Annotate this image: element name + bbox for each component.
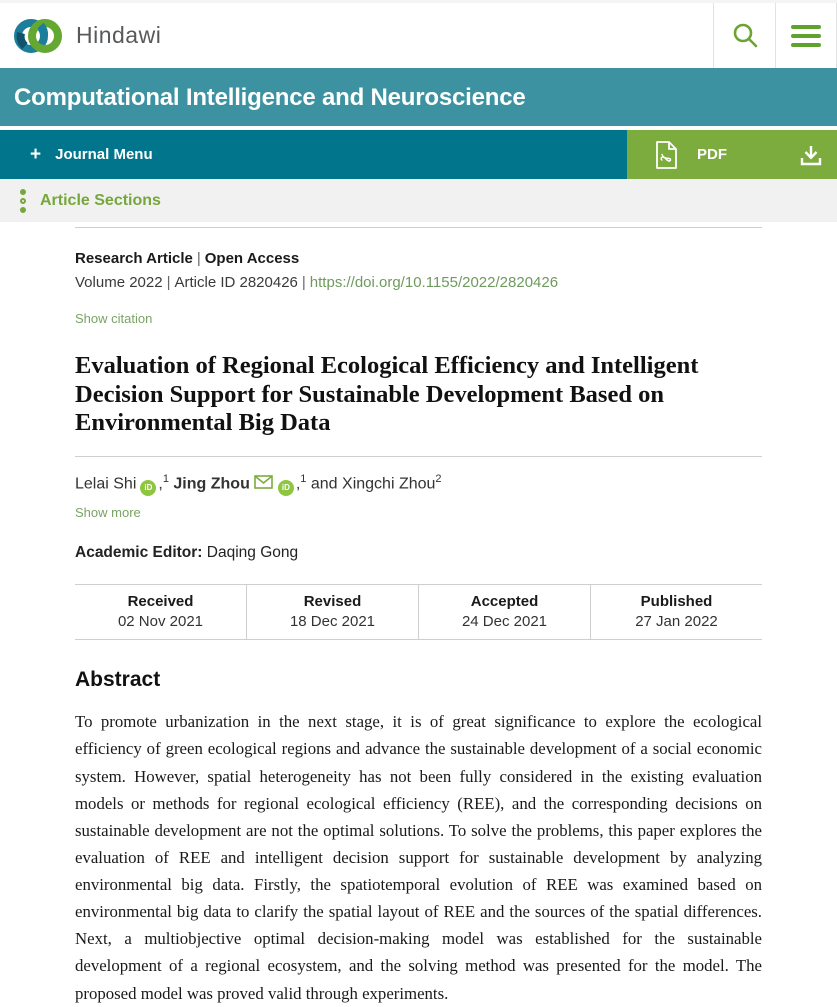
author-affiliation: 1 [300, 472, 307, 485]
menu-bar [0, 130, 837, 179]
journal-menu-label: Journal Menu [55, 146, 153, 163]
date-received: Received 02 Nov 2021 [117, 593, 204, 631]
author-name[interactable]: Jing Zhou [173, 475, 250, 493]
title-divider [75, 456, 762, 457]
date-revised: Revised 18 Dec 2021 [246, 585, 418, 639]
hindawi-rings-icon [12, 13, 64, 59]
sections-dots-icon [20, 189, 26, 213]
site-header [0, 3, 837, 68]
article-sections-label: Article Sections [40, 191, 161, 209]
doi-link[interactable]: https://doi.org/10.1155/2022/2820426 [309, 274, 559, 291]
author-affiliation: 1 [162, 472, 169, 485]
hindawi-logo[interactable] [12, 13, 161, 59]
journal-banner [0, 68, 837, 126]
author-name[interactable]: Lelai Shi [75, 475, 137, 493]
article-title: Evaluation of Regional Ecological Efficiency and Intelligent Decision Support for Sustainable Development Based on Environmental Big Data [75, 352, 699, 437]
orcid-icon[interactable]: iD [140, 480, 156, 496]
academic-editor-label: Academic Editor: [75, 544, 203, 562]
journal-title[interactable]: Computational Intelligence and Neuroscience [14, 84, 526, 111]
author-affiliation: 2 [435, 472, 442, 485]
email-icon[interactable] [254, 475, 273, 489]
show-citation-link[interactable]: Show citation [75, 311, 153, 326]
article-sections-toggle[interactable] [0, 179, 837, 222]
header-actions [713, 3, 837, 68]
academic-editor-name: Daqing Gong [206, 544, 299, 562]
pdf-file-icon [653, 140, 679, 170]
pdf-download-button[interactable] [627, 130, 837, 179]
search-icon [730, 21, 760, 51]
article-type-line: Research Article | Open Access [75, 250, 300, 267]
journal-menu-toggle[interactable] [0, 130, 627, 179]
download-icon [799, 143, 823, 167]
academic-editor-line [75, 544, 762, 562]
abstract-text: To promote urbanization in the next stage, it is of great significance to explore the ecological efficiency of green ecological regions and advance the sustainable development of a social economic system. However, spatial heterogeneity has not been fully considered in the existing evaluation models or methods for regional ecological efficiency (REE), and the corresponding decisions on sustainable development are not the optimal solutions. To solve the problems, this paper explores the evaluation of REE and intelligent decision support for sustainable development by analyzing environmental big data. Firstly, the spatiotemporal evolution of REE was examined based on environmental big data to clarify the spatial layout of REE and the sources of the spatial differences. Next, a multiobjective optimal decision-making model was established for the sustainable development of a regional ecosystem, and the solving method was presented for the model. The proposed model was proved valid through experiments. [75, 712, 762, 1003]
show-more-link[interactable]: Show more [75, 505, 141, 521]
article-id-line: Volume 2022 | Article ID 2820426 | https://doi.org/10.1155/2022/2820426 [75, 274, 559, 291]
article-meta [75, 228, 762, 328]
abstract-heading: Abstract [75, 668, 161, 692]
orcid-icon[interactable]: iD [278, 480, 294, 496]
author-name[interactable]: and Xingchi Zhou [310, 475, 436, 493]
open-access-label: Open Access [204, 250, 300, 267]
article-type: Research Article [75, 250, 193, 267]
pdf-label: PDF [697, 146, 727, 163]
brand-name: Hindawi [76, 22, 162, 48]
hamburger-icon [791, 25, 821, 47]
plus-icon: + [30, 144, 42, 165]
volume: Volume 2022 [75, 274, 163, 291]
article-content [75, 227, 762, 1007]
date-published: Published 27 Jan 2022 [590, 585, 762, 639]
authors-line: Lelai Shi iD ,$^1$ Jing Zhou iD ,$^1$ and Xingchi Zhou$^2$ [75, 473, 762, 496]
date-accepted: Accepted 24 Dec 2021 [418, 585, 590, 639]
menu-button[interactable] [775, 3, 837, 68]
dates-table [75, 584, 762, 640]
search-button[interactable] [713, 3, 775, 68]
article-id: Article ID 2820426 [174, 274, 298, 291]
